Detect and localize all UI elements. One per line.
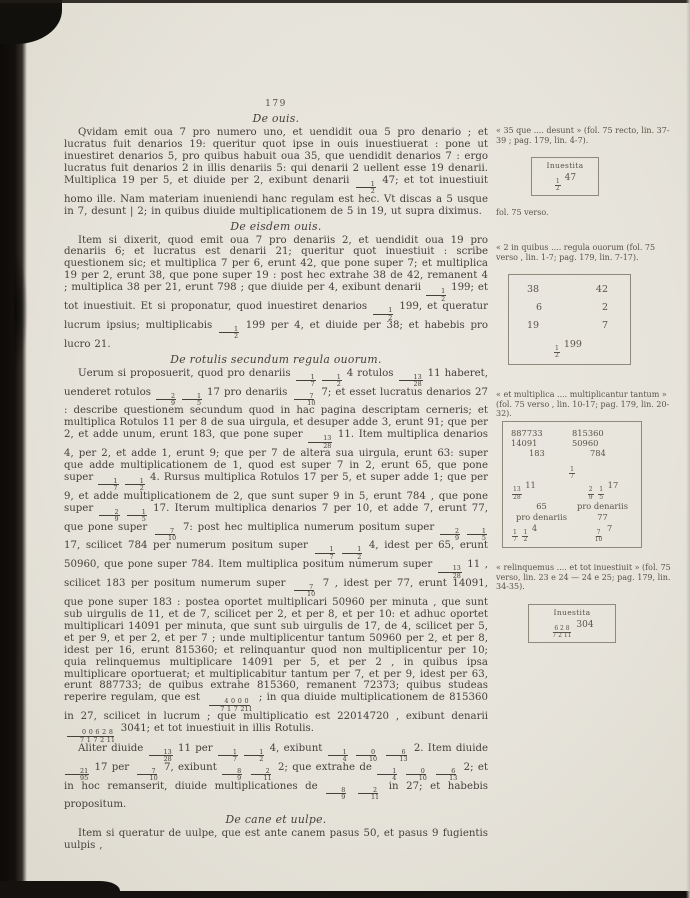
composed-fraction: $\frac{1}{5}$ xyxy=(467,529,487,541)
composed-fraction: $\frac{8}{9}$ xyxy=(222,769,242,781)
margin-note-3: « et multiplica .... multiplicantur tantum » (fol. 75 verso , lin. 10-17; pag. 179, lin. 20-32). xyxy=(496,390,670,419)
composed-fraction: $\frac{1}{4}$ xyxy=(328,750,348,762)
cell: $\frac{1}{7}$ $\frac{1}{2}$ 4 xyxy=(513,522,538,544)
section-heading-de-cane-et-uulpe: De cane et uulpe. xyxy=(225,813,327,827)
composed-fraction: $\frac{1}{7}$ xyxy=(570,466,574,481)
composed-fraction: $\frac{6 2 8}{7 2 11}$ xyxy=(552,625,572,640)
paragraph-aliter: Aliter diuide $\frac{13}{28}$ 11 per $\frac{1}{7}$ $\frac{1}{2}$ 4, exibunt $\frac{1}{4}$ $\frac{0}{10}$ $\frac{6}{13}$ 2. Item diuide $\frac{21}{95}$ 17 per $\frac{7}{10}$ 7, exibunt $\frac{8}{9}$ $\frac{2}{11}$ 2; que extrahe de $\frac{1}{4}$ $\frac{0}{10}$ $\frac{6}{13}$ 2; et in hoc remanserit, diuide multiplicationes de $\frac{8}{9}$ $\frac{2}{11}$ in 27; et habebis propositum. xyxy=(64,743,489,811)
table-row xyxy=(527,320,608,331)
composed-fraction: $\frac{1}{5}$ xyxy=(599,486,604,501)
composed-fraction: $\frac{2}{11}$ xyxy=(356,788,380,800)
scan-dark-corner-top-left xyxy=(0,0,62,44)
composed-fraction: $\frac{7}{10}$ xyxy=(135,769,159,781)
text-column xyxy=(64,99,488,853)
margin-box-inuestita-1 xyxy=(531,157,599,196)
page-number: 179 xyxy=(265,99,287,109)
composed-fraction: $\frac{1}{7}$ xyxy=(296,375,316,387)
book-binding-edge xyxy=(0,0,27,898)
margin-note-4: « relinquemus .... et tot inuestiuit » (fol. 75 verso, lin. 23 e 24 — 24 e 25; pag. 179, lin. 34-35). xyxy=(496,563,671,592)
rotuli-column-left xyxy=(511,480,572,542)
composed-fraction: $\frac{2}{9}$ xyxy=(99,510,119,522)
composed-fraction: $\frac{6}{13}$ xyxy=(434,769,458,781)
margin-box-1-header: Inuestita xyxy=(546,161,584,170)
composed-fraction: $\frac{2}{9}$ xyxy=(440,529,460,541)
scan-edge-right xyxy=(686,0,690,898)
composed-fraction: $\frac{7}{10}$ xyxy=(292,394,316,406)
composed-fraction: $\frac{6}{13}$ xyxy=(384,750,408,762)
cell: $\frac{2}{9}$ $\frac{1}{5}$ 17 xyxy=(588,480,619,501)
cell: 183 xyxy=(529,448,545,458)
margin-box-inuestita-2 xyxy=(528,604,616,643)
composed-fraction: $\frac{1}{2}$ xyxy=(523,528,528,544)
composed-fraction: $\frac{2}{9}$ xyxy=(588,486,593,501)
composed-fraction: $\frac{1}{7}$ xyxy=(218,750,238,762)
cell: 2 xyxy=(601,302,608,314)
composed-fraction: $\frac{13}{28}$ xyxy=(308,436,332,448)
folio-reference: fol. 75 verso. xyxy=(496,208,549,217)
section-heading-de-eisdem-ouis: De eisdem ouis. xyxy=(230,219,322,233)
composed-fraction: $\frac{13}{28}$ xyxy=(513,486,521,501)
composed-fraction: $\frac{0}{10}$ xyxy=(354,750,378,762)
cell: 19 xyxy=(527,320,540,332)
composed-fraction: $\frac{1}{7}$ xyxy=(315,547,335,559)
cell: 815360 xyxy=(572,428,604,438)
table-row xyxy=(527,302,608,313)
cell: 887733 xyxy=(511,428,543,438)
composed-fraction: $\frac{1}{5}$ xyxy=(127,510,147,522)
composed-fraction: $\frac{13}{28}$ xyxy=(438,566,462,578)
cell: 784 xyxy=(590,448,606,458)
composed-fraction: $\frac{1}{7}$ xyxy=(513,528,517,544)
composed-fraction: $\frac{1}{2}$ xyxy=(219,327,239,339)
composed-fraction: $\frac{1}{2}$ xyxy=(125,479,145,491)
cell: 77 xyxy=(597,511,608,522)
table-row xyxy=(511,428,633,438)
margin-table-rotuli xyxy=(502,421,642,548)
paragraph-de-cane-et-uulpe: Item si queratur de uulpe, que est ante canem pasus 50, et pasus 9 fugientis uulpis , xyxy=(64,828,488,852)
cell: 14091 xyxy=(511,438,538,448)
rotuli-notation xyxy=(511,458,633,480)
margin-note-2: « 2 in quibus .... regula ouorum (fol. 75 verso , lin. 1-7; pag. 179, lin. 7-17). xyxy=(496,243,656,262)
section-heading-de-ouis: De ouis. xyxy=(252,112,300,125)
composed-fraction: $\frac{0 0 6 2 8}{7 1 7 2 11}$ xyxy=(65,730,116,742)
cell: $\frac{7}{10}$ 7 xyxy=(594,522,613,544)
composed-fraction: $\frac{13}{28}$ xyxy=(149,750,173,762)
composed-fraction: $\frac{8}{9}$ xyxy=(326,788,346,800)
margin-note-1: « 35 que .... desunt » (fol. 75 recto, lin. 37-39 ; pag. 179, lin. 4-7). xyxy=(496,126,670,145)
margin-box-2-header: Inuestita xyxy=(553,608,591,617)
composed-fraction: $\frac{13}{28}$ xyxy=(399,375,423,387)
cell: pro denariis xyxy=(577,500,628,511)
cell: pro denariis xyxy=(516,511,567,522)
cell: 42 xyxy=(595,284,608,295)
paragraph-de-rotulis: Uerum si proposuerit, quod pro denariis $\frac{1}{7}$ $\frac{1}{2}$ 4 rotulos $\frac{13}{28}$ 11 haberet, uenderet rotulos $\frac{2}{9}$ $\frac{1}{5}$ 17 pro denariis $\frac{7}{10}$ 7; et esset lucratus denarios 27 : describe questionem secundum quod in hac pagina descriptam cerneris; et multiplica Rotulos 11 per 8 de sua uirgula, et desuper adde 3, erunt 91; que per 2, et adde unum, erunt 183, que pone super $\frac{13}{28}$ 11. Item multiplica denarios 4, per 2, et adde 1, erunt 9; que per 7 de altera sua uirgula, erunt 63: super que adde multiplicationem de 1, quod est super 7 in 2, erunt 65, que pone super $\frac{1}{7}$ $\frac{1}{2}$ 4. Rursus multiplica Rotulos 17 per 5, et super adde 1; que per 9, et adde multiplicationem de 2, que sunt super 9 in 5, erunt 784 , que pone super $\frac{2}{9}$ $\frac{1}{5}$ 17. Iterum multiplica denarios 7 per 10, et adde 7, erunt 77, que pone super $\frac{7}{10}$ 7: post hec multiplica numerum positum super $\frac{2}{9}$ $\frac{1}{5}$ 17, scilicet 784 per numerum positum super $\frac{1}{7}$ $\frac{1}{2}$ 4, idest per 65, erunt 50960, que pone super 784. Item multiplica positum numerum super $\frac{13}{28}$ 11 , scilicet 183 per positum numerum super $\frac{7}{10}$ 7 , idest per 77, erunt 14091, que pone super 183 : postea oportet multiplicari 50960 per minuta , que sunt sub uirgulis de 11, et de 7, scilicet per 2, et per 8, et per 10: et adhuc oportet multiplicari 14091 per minuta, que sunt sub uirgulis de 17, de 4, scilicet per 5, et per 9, et per 2, et per 7 ; unde multiplicentur tantum 50960 per 2, et per 8, idest per 16, erunt 815360; et relinquantur quod non multiplicentur per 10; quia relinquemus multiplicare 14091 per 5, et per 2 , in quibus ipsa multiplicare oportuerat; et multiplicabitur tantum per 7, et per 9, idest per 63, erunt 887733; de quibus extrahe 815360, remanent 72373; quibus studeas reperire regulam, que est $\frac{4 0 0 0}{7 1 7 211}$ ; in qua diuide multiplicationem de 815360 in 27, scilicet in lucrum ; que multiplicatio est 22014720 , exibunt denarii $\frac{0 0 6 2 8}{7 1 7 2 11}$ 3041; et tot inuestiuit in illis Rotulis. xyxy=(64,367,489,744)
cell: 7 xyxy=(601,320,608,332)
composed-fraction: $\frac{4 0 0 0}{7 1 7 211}$ xyxy=(205,699,253,711)
composed-fraction: $\frac{1}{2}$ xyxy=(426,289,446,301)
composed-fraction: $\frac{1}{2}$ xyxy=(373,308,393,320)
scan-dark-corner-bottom-left xyxy=(0,881,120,898)
composed-fraction: $\frac{1}{2}$ xyxy=(244,750,264,762)
composed-fraction: $\frac{7}{10}$ xyxy=(292,585,316,597)
cell: 50960 xyxy=(572,438,599,448)
table-result: $\frac{1}{2}$ 199 xyxy=(555,338,582,359)
composed-fraction: $\frac{1}{2}$ xyxy=(555,344,559,359)
composed-fraction: $\frac{1}{2}$ xyxy=(342,547,362,559)
composed-fraction: $\frac{1}{2}$ xyxy=(356,182,376,194)
composed-fraction: $\frac{1}{7}$ xyxy=(98,479,118,491)
cell: $\frac{13}{28}$ 11 xyxy=(513,480,536,501)
paragraph-de-eisdem-ouis: Item si dixerit, quod emit oua 7 pro denariis 2, et uendidit oua 19 pro denariis 6; et lucratus est denarii 21; queritur quot inuestiuit : scribe questionem sic; et multiplica 7 per 6, erunt 42, que pone super 7; et multiplica 19 per 2, erunt 38, que pone super 19 : post hec extrahe 38 de 42, remanent 4 ; multiplica 38 per 21, erunt 798 ; que diuide per 4, exibunt denarii $\frac{1}{2}$ 199; et tot inuestiuit. Et si proponatur, quod inuestiret denarios $\frac{1}{2}$ 199, et queratur lucrum ipsius; multiplicabis $\frac{1}{2}$ 199 per 4, et diuide per 38; et habebis pro lucro 21. xyxy=(64,234,489,350)
composed-fraction: $\frac{1}{5}$ xyxy=(182,394,202,406)
composed-fraction: $\frac{1}{2}$ xyxy=(555,178,560,193)
cell: 6 xyxy=(536,302,543,314)
composed-fraction: $\frac{1}{2}$ xyxy=(322,375,342,387)
composed-fraction: $\frac{2}{11}$ xyxy=(249,769,273,781)
margin-box-1-value: $\frac{1}{2}$ 47 xyxy=(555,173,577,193)
composed-fraction: $\frac{1}{4}$ xyxy=(377,769,397,781)
composed-fraction: $\frac{0}{10}$ xyxy=(404,769,428,781)
section-heading-de-rotulis: De rotulis secundum regula ouorum. xyxy=(170,352,382,366)
rotuli-column-right xyxy=(572,480,633,542)
table-row xyxy=(511,438,633,448)
composed-fraction: $\frac{7}{10}$ xyxy=(153,529,177,541)
table-row xyxy=(511,448,633,458)
margin-table-eggs xyxy=(508,274,631,365)
table-row xyxy=(527,284,608,295)
margin-apparatus xyxy=(494,0,684,898)
composed-fraction: $\frac{7}{10}$ xyxy=(594,528,603,544)
cell: 38 xyxy=(527,284,540,295)
composed-fraction: $\frac{2}{9}$ xyxy=(156,394,176,406)
paragraph-de-ouis: Qvidam emit oua 7 pro numero uno, et uendidit oua 5 pro denario ; et lucratus fuit denarios 19: queritur quot ipse in ouis inuestiuerat : pone ut inuestiret denarios 5, pro quibus habuit oua 35, que uendidit denarios 7 : ergo lucratus fuit denarios 2 in illis denariis 5: qui denarii 2 uellent esse 19 denarii. Multiplica 19 per 5, et diuide per 2, exibunt denarii $\frac{1}{2}$ 47; et tot inuestiuit homo ille. Nam materiam inueniendi hanc regulam est hec. Vt discas a 5 usque in 7, desunt | 2; in quibus diuide multiplicationem de 5 in 19, ut supra diximus. xyxy=(64,127,488,217)
margin-box-2-value: $\frac{6 2 8}{7 2 11}$ 304 xyxy=(552,620,594,640)
cell: 65 xyxy=(536,500,547,511)
composed-fraction: $\frac{21}{95}$ xyxy=(65,769,89,781)
